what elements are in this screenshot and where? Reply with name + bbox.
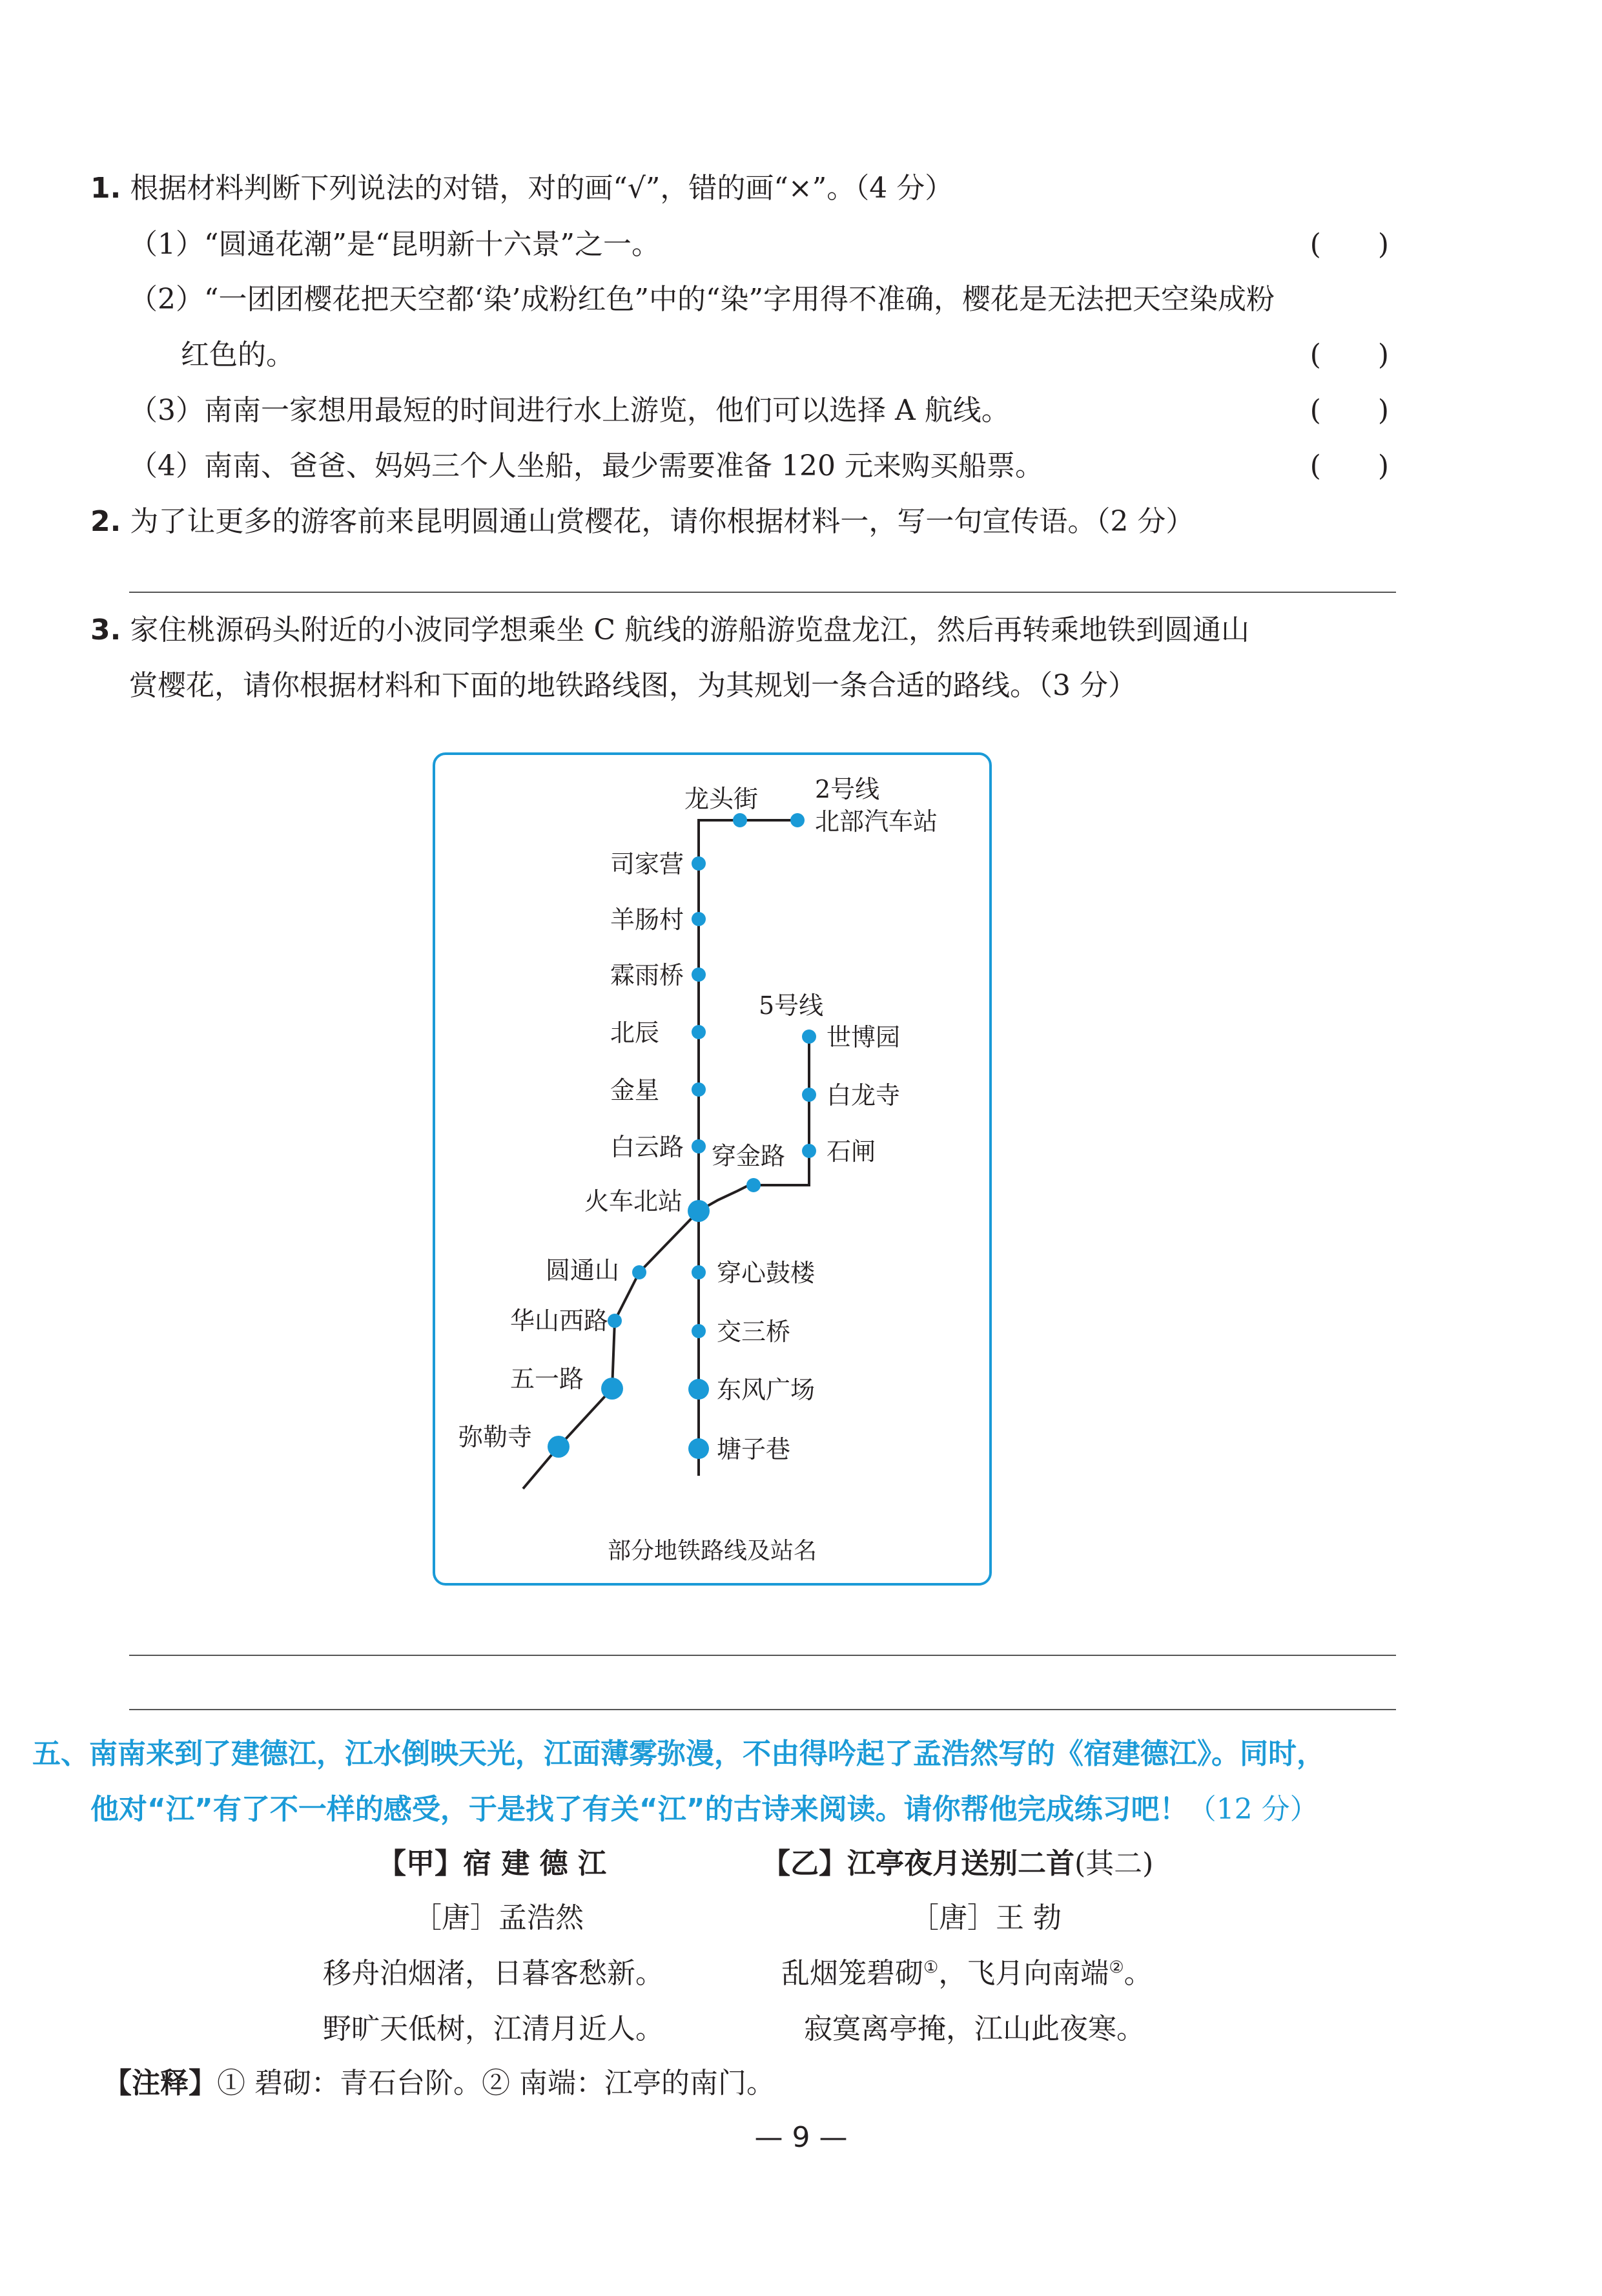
poem-a-title-text: 宿 建 德 江 bbox=[463, 1847, 606, 1880]
label-shizha: 石闸 bbox=[827, 1137, 876, 1166]
station-dot-huochebeizhan bbox=[688, 1200, 710, 1222]
station-dot-sijiaying bbox=[692, 856, 706, 871]
label-huashanxilu: 华山西路 bbox=[510, 1307, 609, 1335]
label-baiyunlu: 白云路 bbox=[610, 1133, 684, 1161]
q1-item-2: （2）“一团团樱花把天空都‘染’成粉红色”中的“染”字用得不准确，樱花是无法把天空染成粉 bbox=[129, 283, 1275, 316]
poem-b-line-2: 寂寞离亭掩，江山此夜寒。 bbox=[804, 2012, 1145, 2045]
notes-label: 【注释】 bbox=[103, 2067, 217, 2100]
label-wuyilu: 五一路 bbox=[510, 1365, 584, 1393]
answer-line[interactable] bbox=[129, 1709, 1396, 1710]
poem-b-line-1-b: ，飞月向南端 bbox=[938, 1957, 1109, 1990]
station-dot-shibo bbox=[802, 1029, 816, 1044]
answer-blank[interactable]: ( ) bbox=[1309, 338, 1389, 371]
q3-text-1: 家住桃源码头附近的小波同学想乘坐 C 航线的游船游览盘龙江，然后再转乘地铁到圆通山 bbox=[130, 614, 1249, 646]
label-sijiaying: 司家营 bbox=[610, 850, 684, 878]
station-dot-mileisi bbox=[548, 1436, 570, 1458]
poem-b-line-1 bbox=[781, 1954, 1153, 1993]
q1-text: 根据材料判断下列说法的对错，对的画“√”，错的画“×”。（4 分） bbox=[130, 172, 954, 205]
poem-b-line-1-a: 乱烟笼碧砌 bbox=[781, 1957, 923, 1990]
label-linyuqiao: 霖雨桥 bbox=[610, 961, 684, 989]
label-shibo: 世博园 bbox=[827, 1023, 901, 1051]
station-dot-jiaosanqiao bbox=[692, 1324, 706, 1338]
footnote-marker-2: ② bbox=[1109, 1958, 1124, 1978]
poem-b-title-text: 江亭夜月送别二首 bbox=[847, 1847, 1074, 1880]
section-5-text: 他对“江”有了不一样的感受，于是找了有关“江”的古诗来阅读。请你帮他完成练习吧！ bbox=[90, 1793, 1188, 1826]
q1-item-3: （3）南南一家想用最短的时间进行水上游览，他们可以选择 A 航线。 bbox=[129, 394, 1010, 427]
station-dot-yangchangcun bbox=[692, 912, 706, 926]
station-dot-chuanjinlu bbox=[746, 1178, 761, 1192]
q3-text-2: 赏樱花，请你根据材料和下面的地铁路线图，为其规划一条合适的路线。（3 分） bbox=[129, 669, 1136, 702]
station-dot-bailongsi bbox=[802, 1088, 816, 1102]
map-caption: 部分地铁路线及站名 bbox=[607, 1538, 817, 1564]
station-dot-baiyunlu bbox=[692, 1139, 706, 1153]
q3-number: 3. bbox=[90, 614, 121, 646]
station-dot-yuantongshan bbox=[632, 1265, 646, 1279]
station-dot-wuyilu bbox=[601, 1378, 623, 1400]
label-jiaosanqiao: 交三桥 bbox=[717, 1318, 791, 1346]
label-tangzixiang: 塘子巷 bbox=[717, 1435, 791, 1463]
station-dot-chuanxingulou bbox=[692, 1265, 706, 1279]
label-line2: 2号线 bbox=[815, 775, 880, 803]
metro-map bbox=[433, 752, 992, 1586]
notes bbox=[103, 2064, 775, 2103]
section-5-score: （12 分） bbox=[1187, 1793, 1319, 1826]
station-dot-huashanxilu bbox=[608, 1314, 622, 1328]
label-line5: 5号线 bbox=[759, 991, 824, 1020]
q2-prompt bbox=[90, 502, 1194, 541]
poem-a-title bbox=[378, 1845, 606, 1883]
label-huochebeizhan: 火车北站 bbox=[584, 1187, 683, 1215]
station-dot-beibu bbox=[790, 813, 805, 827]
station-dot-linyuqiao bbox=[692, 967, 706, 982]
label-beichen: 北辰 bbox=[610, 1019, 660, 1047]
label-bailongsi: 白龙寺 bbox=[827, 1081, 901, 1110]
q2-number: 2. bbox=[90, 505, 121, 538]
footnote-marker-1: ① bbox=[923, 1958, 939, 1978]
q1-item-4: （4）南南、爸爸、妈妈三个人坐船，最少需要准备 120 元来购买船票。 bbox=[129, 450, 1043, 482]
label-jinxing: 金星 bbox=[610, 1076, 660, 1104]
q3-prompt bbox=[90, 611, 1249, 650]
q2-text: 为了让更多的游客前来昆明圆通山赏樱花，请你根据材料一，写一句宣传语。（2 分） bbox=[130, 505, 1195, 538]
label-chuanxingulou: 穿心鼓楼 bbox=[717, 1259, 816, 1287]
label-beibu: 北部汽车站 bbox=[815, 807, 938, 836]
q1-item-1: （1）“圆通花潮”是“昆明新十六景”之一。 bbox=[129, 228, 660, 261]
poem-a-line-1: 移舟泊烟渚，日暮客愁新。 bbox=[323, 1957, 664, 1990]
q1-number: 1. bbox=[90, 172, 121, 205]
answer-blank[interactable]: ( ) bbox=[1309, 228, 1389, 261]
answer-line[interactable] bbox=[129, 592, 1396, 593]
label-yangchangcun: 羊肠村 bbox=[610, 905, 684, 934]
answer-line[interactable] bbox=[129, 1655, 1396, 1656]
answer-blank[interactable]: ( ) bbox=[1309, 450, 1389, 482]
section-5-intro-1: 五、南南来到了建德江，江水倒映天光，江面薄雾弥漫，不由得吟起了孟浩然写的《宿建德江》。同时， bbox=[32, 1737, 1325, 1770]
label-longtoujie: 龙头街 bbox=[684, 785, 759, 813]
poem-b-author: ［唐］王 勃 bbox=[910, 1901, 1062, 1934]
station-dot-jinxing bbox=[692, 1082, 706, 1097]
poem-b-line-1-c: 。 bbox=[1124, 1957, 1153, 1990]
q1-prompt bbox=[90, 169, 953, 208]
label-yuantongshan: 圆通山 bbox=[546, 1256, 620, 1285]
notes-text: ① 碧砌：青石台阶。② 南端：江亭的南门。 bbox=[217, 2067, 775, 2100]
station-dot-longtoujie bbox=[733, 813, 747, 827]
poem-b-title bbox=[762, 1845, 1153, 1883]
station-dot-dongfeng bbox=[688, 1379, 709, 1400]
station-dot-tangzixiang bbox=[688, 1438, 709, 1459]
poem-b-tag: 【乙】 bbox=[762, 1847, 847, 1880]
q1-item-2-cont: 红色的。 bbox=[181, 338, 294, 371]
page-number: — 9 — bbox=[754, 2121, 848, 2154]
label-chuanjinlu: 穿金路 bbox=[712, 1142, 786, 1170]
poem-a-author: ［唐］孟浩然 bbox=[413, 1901, 584, 1934]
station-dot-shizha bbox=[802, 1144, 816, 1158]
label-mileisi: 弥勒寺 bbox=[458, 1423, 533, 1451]
section-5-intro-2 bbox=[90, 1790, 1319, 1829]
answer-blank[interactable]: ( ) bbox=[1309, 394, 1389, 427]
label-dongfeng: 东风广场 bbox=[717, 1376, 816, 1404]
poem-a-line-2: 野旷天低树，江清月近人。 bbox=[323, 2012, 664, 2045]
poem-a-tag: 【甲】 bbox=[378, 1847, 463, 1880]
poem-b-title-note: (其二) bbox=[1074, 1847, 1154, 1880]
station-dot-beichen bbox=[692, 1025, 706, 1039]
